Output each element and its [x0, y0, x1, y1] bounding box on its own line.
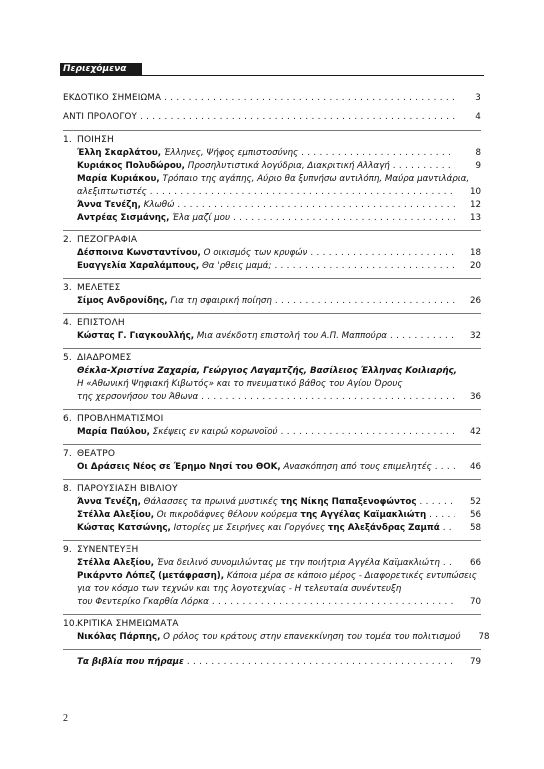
leader-dots: [274, 260, 455, 273]
toc-section-routes: [63, 348, 481, 404]
toc-page: 4: [475, 112, 481, 122]
toc-page: 3: [475, 93, 481, 103]
leader-dots: [177, 199, 455, 212]
toc-entry[interactable]: Θέκλα-Χριστίνα Ζαχαρία, Γεώργιος Λαγαμτζής, Βασίλειος Έλληνας Κοιλιαρής, Η «Αθωνική Ψηφιακή Κιβωτός» και το πνευματικό βάθος του Αγίου Όρους της χερσονήσου του Άθωνα . . . 36: [63, 365, 481, 404]
toc-entry[interactable]: Ευαγγελία Χαραλάμπους, Θα 'ρθεις μαμά; . . . 20: [63, 260, 481, 273]
page-number: 2: [63, 713, 68, 724]
leader-dots: [310, 247, 455, 260]
toc-section-critical-notes: [63, 614, 490, 644]
leader-dots: [212, 596, 455, 609]
toc-entry[interactable]: Στέλλα Αλεξίου, Οι πικροδάφνες θέλουν κούρεμα της Αγγέλας Καϊμακλιώτη . . . 56: [63, 509, 481, 522]
toc-entry[interactable]: Αντρέας Σισμάνης, Έλα μαζί μου . . . 13: [63, 212, 481, 225]
toc-label: ΑΝΤΙ ΠΡΟΛΟΓΟΥ: [63, 112, 138, 122]
page-title: Περιεχόμενα: [60, 63, 142, 76]
toc-entry[interactable]: Άννα Τενέζη, Κλωθώ . . . 12: [63, 199, 481, 212]
leader-dots: [187, 656, 455, 669]
leader-dots: [420, 496, 455, 509]
leader-dots: [233, 212, 455, 225]
section-title: 8. ΠΑΡΟΥΣΙΑΣΗ ΒΙΒΛΙΟΥ: [63, 484, 178, 494]
toc-label: ΕΚΔΟΤΙΚΟ ΣΗΜΕΙΩΜΑ: [63, 93, 162, 103]
toc-entry[interactable]: Σίμος Ανδρονίδης, Για τη σφαιρική ποίηση . . . 26: [63, 295, 481, 308]
leader-dots: [443, 522, 455, 535]
toc-entry[interactable]: Κώστας Κατσώνης, Ιστορίες με Σειρήνες και Γοργόνες της Αλεξάνδρας Ζαμπά . . . 58: [63, 522, 481, 535]
leader-dots: [140, 111, 455, 124]
toc-entry-preface[interactable]: [63, 111, 481, 124]
toc-entry[interactable]: Κυριάκος Πολυδώρου, Προσηλυτιστικά λογύδρια, Διακριτική Αλλαγή . . . 9: [63, 160, 481, 173]
section-title: 3. ΜΕΛΕΤΕΣ: [63, 283, 121, 293]
toc-section-book-presentation: [63, 479, 481, 535]
section-title: 5. ΔΙΑΔΡΟΜΕΣ: [63, 353, 132, 363]
leader-dots: [429, 509, 455, 522]
toc-section-poetry: [63, 130, 481, 225]
toc-entry[interactable]: Κώστας Γ. Γιαγκουλλής, Μια ανέκδοτη επιστολή του Α.Π. Μαππούρα . . . 32: [63, 330, 481, 343]
leader-dots: [393, 160, 455, 173]
section-title: 2. ΠΕΖΟΓΡΑΦΙΑ: [63, 235, 138, 245]
leader-dots: [275, 295, 455, 308]
toc-entry[interactable]: Ρικάρντο Λόπεζ (μετάφραση), Κάποια μέρα σε κάποιο μέρος - Διαφορετικές εντυπώσεις για τον κόσμο των τεχνών και της λογοτεχνίας - Η τελευταία συνέντευξη του Φεντερίκο Γκαρθία Λόρκα . . . 70: [63, 570, 481, 609]
toc-section-concerns: [63, 409, 481, 439]
table-of-contents: [63, 92, 490, 669]
leader-dots: [390, 330, 455, 343]
leader-dots: [150, 186, 455, 199]
toc-section-prose: [63, 230, 481, 273]
leader-dots: [201, 391, 455, 404]
toc-entry[interactable]: Στέλλα Αλεξίου, Ένα δειλινό συνομιλώντας με την ποιήτρια Αγγέλα Καϊμακλιώτη . . . 66: [63, 557, 481, 570]
leader-dots: [301, 147, 455, 160]
toc-entry[interactable]: Νικόλας Πάρπης, Ο ρόλος του κράτους στην επανεκκίνηση του τομέα του πολιτισμού 78: [77, 632, 490, 642]
toc-entry[interactable]: Οι Δράσεις Νέος σε Έρημο Νησί του ΘΟΚ, Ανασκόπηση από τους επιμελητές . . . 46: [63, 461, 481, 474]
toc-entry-editorial[interactable]: [63, 92, 481, 105]
section-title: 9. ΣΥΝΕΝΤΕΥΞΗ: [63, 545, 139, 555]
leader-dots: [281, 426, 455, 439]
toc-entry[interactable]: Τα βιβλία που πήραμε . . . 79: [63, 656, 481, 669]
section-title: 6. ΠΡΟΒΛΗΜΑΤΙΣΜΟΙ: [63, 414, 164, 424]
toc-section-theatre: [63, 444, 481, 474]
toc-entry[interactable]: Μαρία Παύλου, Σκέψεις εν καιρώ κορωνοϊού . . . 42: [63, 426, 481, 439]
toc-section-letter: [63, 313, 481, 343]
section-title: 10. ΚΡΙΤΙΚΑ ΣΗΜΕΙΩΜΑΤΑ: [63, 619, 179, 629]
toc-entry[interactable]: Έλλη Σκαρλάτου, Έλληνες, Ψήφος εμπιστοσύνης . . . 8: [63, 147, 481, 160]
toc-entry[interactable]: Δέσποινα Κωνσταντίνου, Ο οικισμός των κρυφών . . . 18: [63, 247, 481, 260]
leader-dots: [443, 557, 455, 570]
leader-dots: [164, 92, 455, 105]
leader-dots: [435, 461, 455, 474]
toc-entry[interactable]: Μαρία Κυριάκου, Τρόπαιο της αγάπης, Αύριο θα ξυπνήσω αντιλόπη, Μαύρα μαντιλάρια, αλεξιπτωτιστές . . . 10: [63, 173, 481, 199]
section-title: 7. ΘΕΑΤΡΟ: [63, 449, 116, 459]
toc-entry[interactable]: Άννα Τενέζη, Θάλασσες τα πρωινά μυστικές της Νίκης Παπαξενοφώντος . . . 52: [63, 496, 481, 509]
section-title: 1. ΠΟΙΗΣΗ: [63, 135, 114, 145]
toc-section-books-received: [63, 649, 481, 669]
title-rule: [60, 75, 484, 76]
section-title: 4. ΕΠΙΣΤΟΛΗ: [63, 318, 125, 328]
toc-section-interview: [63, 540, 481, 609]
toc-section-studies: [63, 278, 481, 308]
